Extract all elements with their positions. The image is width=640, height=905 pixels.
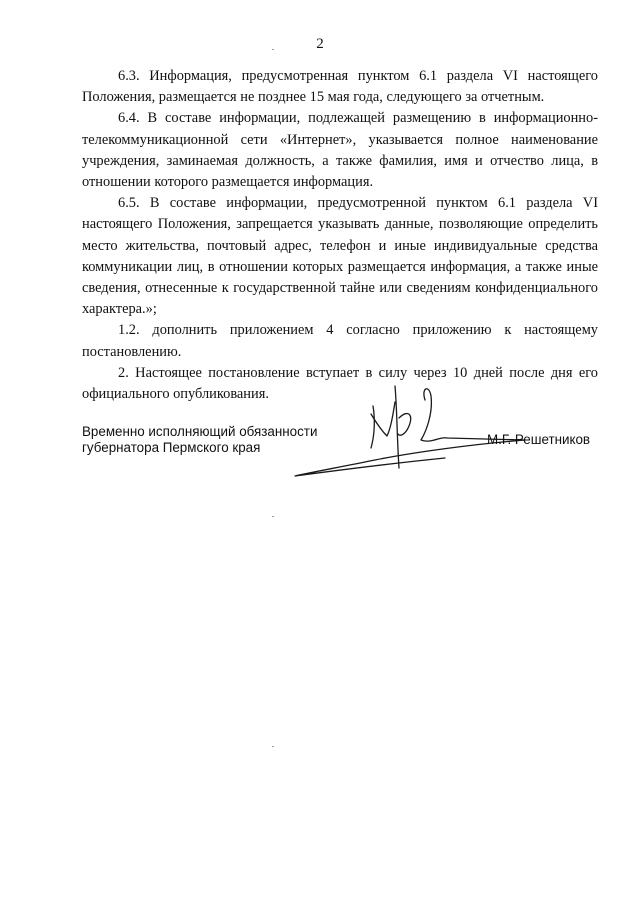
page-number: 2 [316, 36, 324, 52]
signatory-title [82, 424, 317, 456]
paragraph-2: 2. Настоящее постановление вступает в силу через 10 дней после дня его официального опубликования. [82, 364, 598, 403]
paragraph-6-4: 6.4. В составе информации, подлежащей размещению в информационно-телекоммуникационной сети «Интернет», указывается полное наименование учреждения, заминаемая должность, а также фамилия, имя и отчество лица, в отношении которого размещается информация. [82, 110, 598, 191]
scan-speck [272, 516, 274, 517]
paragraph-6-5: 6.5. В составе информации, предусмотренной пунктом 6.1 раздела VI настоящего Положения, запрещается указывать данные, позволяющие определить место жительства, почтовый адрес, телефон и иные индивидуальные средства коммуникации лиц, в отношении которых размещается информация, а также иные сведения, отнесенные к государственной тайне или сведениям конфиденциального характера.»; [82, 195, 598, 318]
scan-speck [272, 746, 274, 747]
signatory-name: М.Г. Решетников [487, 432, 591, 447]
paragraph-1-2: 1.2. дополнить приложением 4 согласно приложению к настоящему постановлению. [82, 322, 598, 360]
signatory-title-line-2: губернатора Пермского края [82, 440, 261, 455]
document-body [82, 66, 598, 405]
signatory-title-line-1: Временно исполняющий обязанности [82, 424, 318, 439]
scan-speck [272, 49, 274, 50]
paragraph-6-3: 6.3. Информация, предусмотренная пунктом 6.1 раздела VI настоящего Положения, размещается не позднее 15 мая года, следующего за отчетным. [82, 68, 598, 106]
